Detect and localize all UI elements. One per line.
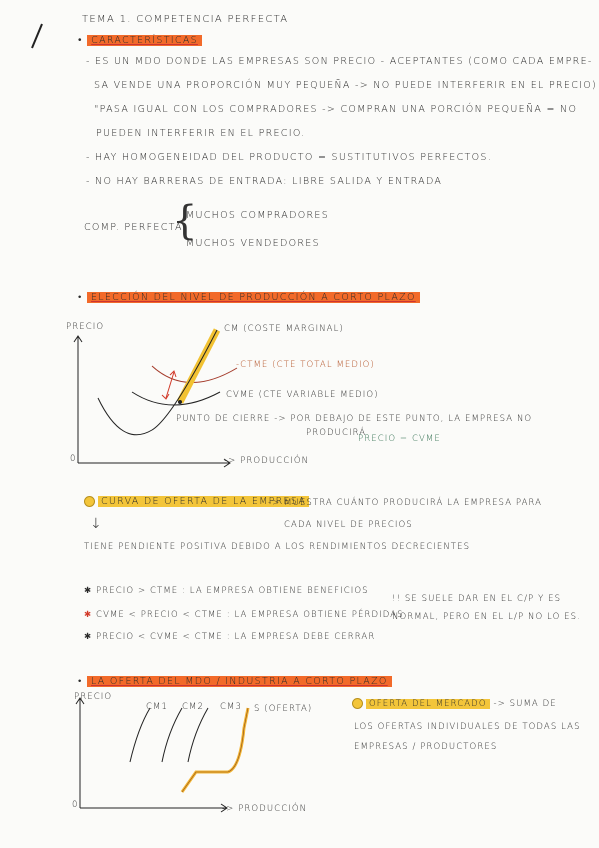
market-line2: LOS OFERTAS INDIVIDUALES DE TODAS LAS bbox=[354, 722, 581, 732]
chart2-ylabel: PRECIO bbox=[74, 692, 113, 702]
comp-item-1: MUCHOS COMPRADORES bbox=[186, 210, 330, 221]
comp-item-2: MUCHOS VENDEDORES bbox=[186, 238, 320, 249]
s1-line4: PUEDEN INTERFERIR EN EL PRECIO. bbox=[96, 128, 306, 139]
cm-label: CM (COSTE MARGINAL) bbox=[224, 324, 344, 334]
note-1: !! SE SUELE DAR EN EL C/P Y ES bbox=[392, 594, 562, 604]
section1-heading: • CARACTERÍSTICAS bbox=[78, 35, 202, 46]
s3-arrow: ↓ bbox=[90, 516, 104, 532]
cm2-label: CM2 bbox=[182, 702, 204, 712]
s1-line3: "PASA IGUAL CON LOS COMPRADORES -> COMPRAN UNA PORCIÓN PEQUEÑA = NO bbox=[94, 104, 578, 115]
cierre-text-2: PRODUCIRÁ. bbox=[306, 428, 370, 438]
s3-line1: -> MUESTRA CUÁNTO PRODUCIRÁ LA EMPRESA PARA bbox=[268, 498, 543, 508]
chart2-xlabel: -> PRODUCCIÓN bbox=[222, 804, 308, 814]
chart1-origin: 0 bbox=[70, 454, 77, 464]
ctme-label: -CTME (CTE TOTAL MEDIO) bbox=[236, 360, 375, 370]
cierre-eq: PRECIO = CVME bbox=[358, 434, 441, 444]
cvme-label: CVME (CTE VARIABLE MEDIO) bbox=[226, 390, 379, 400]
s1-line2: SA VENDE UNA PROPORCIÓN MUY PEQUEÑA -> NO PUEDE INTERFERIR EN EL PRECIO) bbox=[94, 80, 598, 91]
chart2-origin: 0 bbox=[72, 800, 79, 810]
rule-2: ✱ CVME < PRECIO < CTME : LA EMPRESA OBTIENE PÉRDIDAS bbox=[84, 610, 404, 620]
rule-3: ✱ PRECIO < CVME < CTME : LA EMPRESA DEBE CERRAR bbox=[84, 632, 376, 642]
s3-line2: CADA NIVEL DE PRECIOS bbox=[284, 520, 413, 530]
comp-perfecta-label: COMP. PERFECTA bbox=[84, 222, 183, 233]
s1-line6: - NO HAY BARRERAS DE ENTRADA: LIBRE SALIDA Y ENTRADA bbox=[86, 176, 443, 187]
cm1-label: CM1 bbox=[146, 702, 168, 712]
section3-heading: CURVA DE OFERTA DE LA EMPRESA bbox=[84, 496, 309, 507]
s3-line3: TIENE PENDIENTE POSITIVA DEBIDO A LOS RENDIMIENTOS DECRECIENTES bbox=[84, 542, 471, 552]
section2-heading: • ELECCIÓN DEL NIVEL DE PRODUCCIÓN A CORTO PLAZO bbox=[78, 292, 420, 303]
cierre-text: PUNTO DE CIERRE -> POR DEBAJO DE ESTE PUNTO, LA EMPRESA NO bbox=[176, 414, 533, 424]
margin-mark bbox=[28, 22, 48, 52]
brace: { bbox=[172, 198, 198, 244]
note-2: NORMAL, PERO EN EL L/P NO LO ES. bbox=[392, 612, 581, 622]
chart1-ylabel: PRECIO bbox=[66, 322, 105, 332]
chart1-xlabel: -> PRODUCCIÓN bbox=[224, 456, 310, 466]
market-line3: EMPRESAS / PRODUCTORES bbox=[354, 742, 498, 752]
cm3-label: CM3 bbox=[220, 702, 242, 712]
s1-line1: - ES UN MDO DONDE LAS EMPRESAS SON PRECIO - ACEPTANTES (COMO CADA EMPRE- bbox=[86, 56, 593, 67]
section4-heading: • LA OFERTA DEL MDO / INDUSTRIA A CORTO PLAZO bbox=[78, 676, 392, 687]
market-heading: OFERTA DEL MERCADO -> SUMA DE bbox=[352, 698, 557, 709]
s-label: S (OFERTA) bbox=[254, 704, 313, 714]
page-title: TEMA 1. COMPETENCIA PERFECTA bbox=[82, 14, 289, 25]
rule-1: ✱ PRECIO > CTME : LA EMPRESA OBTIENE BENEFICIOS bbox=[84, 586, 369, 596]
s1-line5: - HAY HOMOGENEIDAD DEL PRODUCTO = SUSTITUTIVOS PERFECTOS. bbox=[86, 152, 493, 163]
